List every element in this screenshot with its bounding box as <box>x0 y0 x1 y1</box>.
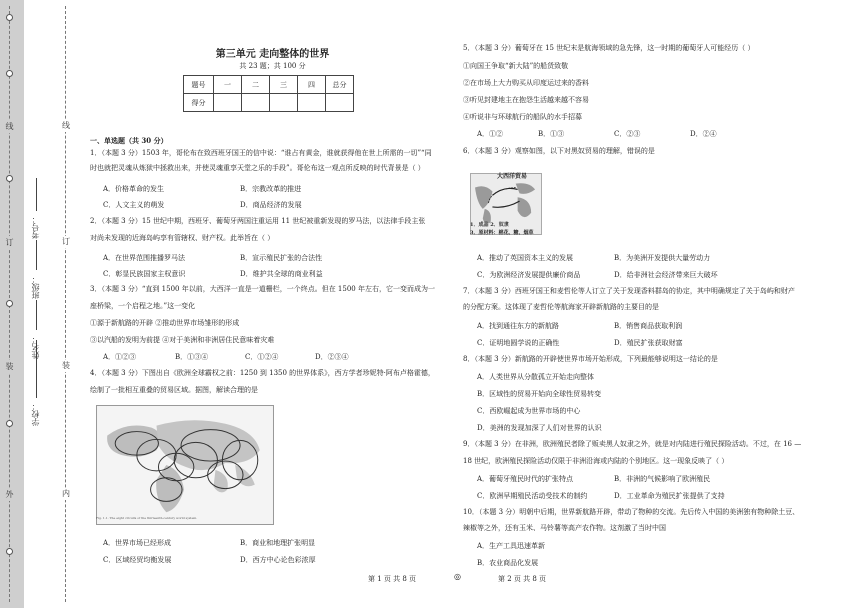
inner-cut-line <box>65 6 66 602</box>
score-input-cell[interactable] <box>242 94 270 112</box>
option-d[interactable]: D．②③④ <box>315 353 349 361</box>
score-cell: 题号 <box>184 76 214 94</box>
statement: ①向国王争取“新大陆”的船货致敬 <box>463 62 569 70</box>
option-a[interactable]: A．找到通往东方的新航路 <box>477 322 560 330</box>
question-stem: 4．（本题 3 分）下图出自《欧洲全球霸权之前：1250 到 1350 的世界体系》，西方学者珍妮特·阿布卢格霍德， <box>90 369 435 377</box>
page-number-left: 第 1 页 共 8 页 <box>368 575 417 583</box>
option-a[interactable]: A．世界市场已经形成 <box>103 539 172 547</box>
option-d[interactable]: D．给非洲社会经济带来巨大破坏 <box>614 271 718 279</box>
statement: ②在市场上大力购买从印度运过来的香料 <box>463 79 589 87</box>
question-stem: 10．（本题 3 分）明朝中后期，世界新航路开辟，带动了物种的交流。先后传入中国的美洲独有物种除土豆、 <box>463 508 800 516</box>
score-cell: 二 <box>242 76 270 94</box>
option-d[interactable]: D．美洲的发现加深了人们对世界的认识 <box>477 424 602 432</box>
outer-mark-line: 线 <box>3 120 16 133</box>
outer-mark-staple: 装 <box>3 360 16 373</box>
binding-hole-icon <box>6 300 13 307</box>
id-field-line[interactable] <box>36 178 37 211</box>
paper-subtitle: 共 23 题；共 100 分 <box>239 62 306 70</box>
question-stem: 7．（本题 3 分）西班牙国王和麦哲伦等人订立了关于发现香料群岛的协定，其中明确规定了关于岛屿和财产 <box>463 287 795 295</box>
option-d[interactable]: D．西方中心论色彩浓厚 <box>240 556 316 564</box>
score-input-cell[interactable] <box>214 94 242 112</box>
map-illustration <box>97 406 273 524</box>
question-stem: 6．（本题 3 分）观察如图，以下对黑奴贸易的理解，错误的是 <box>463 147 655 155</box>
world-system-map-image <box>96 405 274 525</box>
option-c[interactable]: C．人文主义的萌发 <box>103 201 165 209</box>
statement: ④听说非与环球航行的船队的水手招募 <box>463 113 582 121</box>
option-b[interactable]: B．区域性的贸易开始向全球性贸易转变 <box>477 390 602 398</box>
inner-mark-staple: 装 <box>62 361 70 370</box>
option-a[interactable]: A．①②③ <box>103 353 137 361</box>
statement: ①源于新航路的开辟 ②推动世界市场雏形的形成 <box>90 319 240 327</box>
score-cell: 四 <box>298 76 326 94</box>
option-b[interactable]: B．销售商品获取利润 <box>614 322 683 330</box>
statement: ③以汽船的发明为前提 ④对于美洲和非洲居住民意味着灾难 <box>90 336 275 344</box>
option-c[interactable]: C．彰显民族国家主权意识 <box>103 270 186 278</box>
outer-mark-bind: 订 <box>3 236 16 249</box>
binding-hole-icon <box>6 548 13 555</box>
inner-mark-bind: 订 <box>62 237 70 246</box>
score-input-cell[interactable] <box>326 94 354 112</box>
class-field-label: 班级： <box>31 275 40 299</box>
outer-mark-outside: 外 <box>3 488 16 501</box>
question-stem: 18 世纪，欧洲殖民探险活动仅限于非洲沿海或内陆的个别地区。这一现象反映了（ ） <box>463 457 729 465</box>
question-stem: 的分配方案。这体现了麦哲伦等航海家开辟新航路的主要目的是 <box>463 303 659 311</box>
trade-image-title: 大西洋贸易 <box>497 173 528 180</box>
section-title: 一、单选题（共 30 分） <box>90 136 168 145</box>
score-cell: 三 <box>270 76 298 94</box>
option-a[interactable]: A．价格革命的发生 <box>103 185 165 193</box>
binding-hole-icon <box>6 420 13 427</box>
option-a[interactable]: A．生产工具迅速革新 <box>477 542 546 550</box>
question-stem: 座桥梁，一个启程之地。”这一变化 <box>90 302 196 310</box>
option-a[interactable]: A．葡萄牙殖民时代的扩张特点 <box>477 475 574 483</box>
option-b[interactable]: B．非洲的气候影响了欧洲殖民 <box>614 475 711 483</box>
option-b[interactable]: B．宗教改革的推进 <box>240 185 302 193</box>
binding-hole-icon <box>6 70 13 77</box>
score-cell: 总分 <box>326 76 354 94</box>
question-stem: 3．（本题 3 分）“直到 1500 年以前，大西洋一直是一道栅栏，一个终点。但在 1500 年左右，它一变而成为一 <box>90 285 435 293</box>
option-b[interactable]: B．①③ <box>538 130 565 138</box>
map-caption: Fig. 1.1. The eight circuits of the thirteenth-century world system. <box>96 516 198 520</box>
option-c[interactable]: C．②③ <box>614 130 641 138</box>
option-d[interactable]: D．工业革命为殖民扩张提供了支持 <box>614 492 725 500</box>
option-c[interactable]: C．区域经贸均衡发展 <box>103 556 172 564</box>
inner-mark-line: 线 <box>62 121 70 130</box>
option-c[interactable]: C．西欧崛起成为世界市场的中心 <box>477 407 581 415</box>
option-b[interactable]: B．①③④ <box>175 353 209 361</box>
paper-title: 第三单元 走向整体的世界 <box>215 49 330 60</box>
page-center-mark-icon: ◎ <box>454 572 461 581</box>
id-field-label: 考号： <box>31 215 40 239</box>
option-b[interactable]: B．农业商品化发展 <box>477 559 539 567</box>
question-stem: 9．（本题 3 分）在非洲，欧洲殖民者除了贩卖黑人奴隶之外，就是对内陆进行殖民探险活动。不过，在 16 — <box>463 440 802 448</box>
binding-hole-icon <box>6 175 13 182</box>
option-d[interactable]: D．殖民扩张获取财富 <box>614 339 683 347</box>
trade-legend: 3．原材料：棉花、糖、烟草 <box>470 230 534 236</box>
option-c[interactable]: C．欧洲早期殖民活动受技术的制约 <box>477 492 588 500</box>
option-a[interactable]: A．在世界范围推播罗马法 <box>103 254 186 262</box>
option-a[interactable]: A．推动了英国资本主义的发展 <box>477 254 574 262</box>
question-stem: 5．（本题 3 分）葡萄牙在 15 世纪末是航海领域的急先锋，这一时期的葡萄牙人可能经历（ ） <box>463 44 755 52</box>
option-a[interactable]: A．①② <box>477 130 504 138</box>
trade-legend: 1．成品 2．奴隶 <box>470 222 509 228</box>
question-stem: 2．（本题 3 分）15 世纪中期，西班牙、葡萄牙两国注重运用 11 世纪被重新发现的罗马法，以法律手段主张 <box>90 217 426 225</box>
score-table-score-row <box>184 94 354 112</box>
question-stem: 辣椒等之外，还有玉米、马铃薯等高产农作物。这剂激了当时中国 <box>463 524 666 532</box>
question-stem: 8．（本题 3 分）新航路的开辟使世界市场开始形成，下列最能够说明这一结论的是 <box>463 355 718 363</box>
option-d[interactable]: D．维护共全球的商业利益 <box>240 270 323 278</box>
name-field-label: 姓名： <box>31 335 40 359</box>
question-stem: 对尚未发现的近海岛屿享有管辖权、财产权。此举旨在（ ） <box>90 234 275 242</box>
option-b[interactable]: B．为美洲开发提供大量劳动力 <box>614 254 711 262</box>
question-stem: 绘制了一批相互重叠的贸易区域。据图，解读合理的是 <box>90 386 258 394</box>
statement: ③听见封建地主在抱怨生活越来越不容易 <box>463 96 589 104</box>
score-cell: 一 <box>214 76 242 94</box>
option-b[interactable]: B．商业和地理扩张明显 <box>240 539 316 547</box>
question-stem: 1．（本题 3 分）1503 年，哥伦布在致西班牙国王的信中说：“谁占有黄金，谁就获得他在世上所需的一切”“同 <box>90 149 432 157</box>
option-b[interactable]: B．宣示殖民扩张的合法性 <box>240 254 323 262</box>
page-number-right: 第 2 页 共 8 页 <box>498 575 547 583</box>
score-table-header-row <box>184 76 354 94</box>
option-c[interactable]: C．①②④ <box>245 353 279 361</box>
score-input-cell[interactable] <box>270 94 298 112</box>
option-c[interactable]: C．为欧洲经济发展提供廉价商品 <box>477 271 581 279</box>
school-field-label: 学校： <box>31 402 40 426</box>
question-stem: 时也就把灵魂从炼狱中拯救出来，并使灵魂重享天堂之乐的手段”。哥伦布这一观点所反映的时代背景是（ ） <box>90 164 425 172</box>
option-a[interactable]: A．人类世界从分散孤立开始走向整体 <box>477 373 595 381</box>
option-d[interactable]: D．②④ <box>690 130 717 138</box>
class-field-line[interactable] <box>36 240 37 270</box>
score-cell: 得分 <box>184 94 214 112</box>
score-table <box>183 75 354 112</box>
inner-mark-inside: 内 <box>62 489 70 498</box>
binding-hole-icon <box>6 14 13 21</box>
score-input-cell[interactable] <box>298 94 326 112</box>
option-d[interactable]: D．商品经济的发展 <box>240 201 302 209</box>
name-field-line[interactable] <box>36 300 37 330</box>
option-c[interactable]: C．证明地圆学说的正确性 <box>477 339 560 347</box>
